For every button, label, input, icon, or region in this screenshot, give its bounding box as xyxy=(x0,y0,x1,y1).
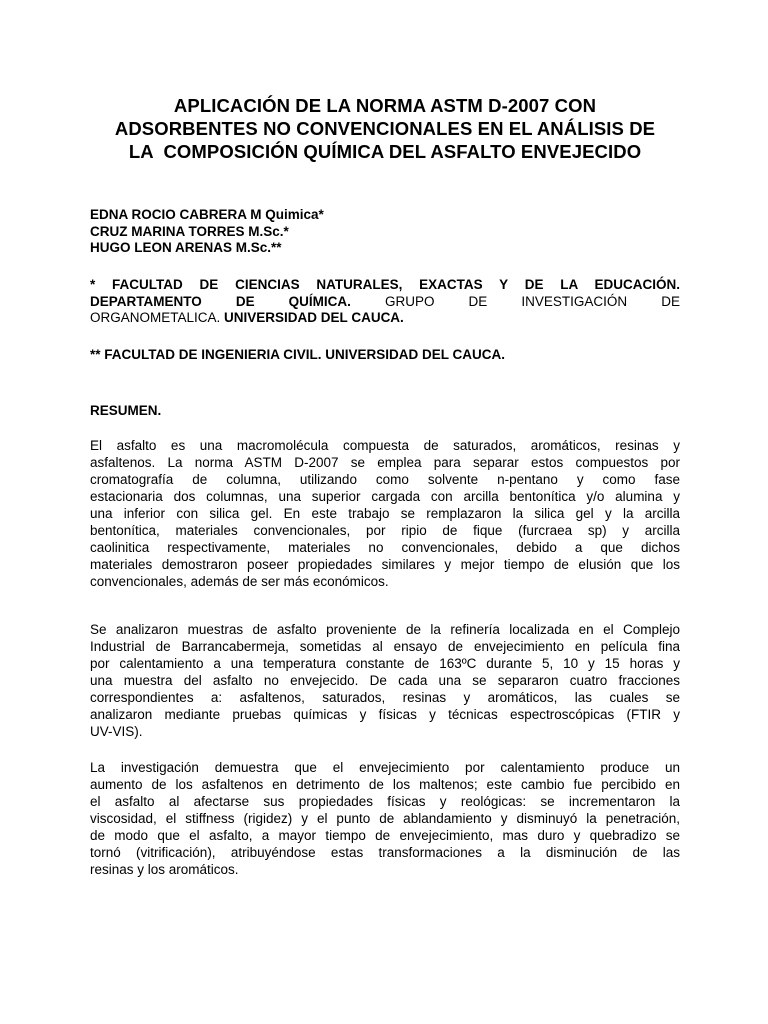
affiliation-2: ** FACULTAD DE INGENIERIA CIVIL. UNIVERSIDAD DEL CAUCA. xyxy=(90,347,506,362)
paragraph-line: Industrial de Barrancabermeja, sometidas al ensayo de envejecimiento en película fina xyxy=(90,639,680,654)
paragraph-line: materiales demostraron poseer propiedades similares y mejor tiempo de elusión que los xyxy=(90,557,680,572)
paragraph-line: caolinitica respectivamente, materiales no convencionales, debido a que dichos xyxy=(90,540,680,555)
paragraph-line: el asfalto al afectarse sus propiedades físicas y reológicas: se incrementaron la xyxy=(90,794,680,809)
abstract-paragraph xyxy=(90,437,680,590)
affiliation-line: * FACULTAD DE CIENCIAS NATURALES, EXACTAS Y DE LA EDUCACIÓN. xyxy=(90,277,680,292)
paragraph-line: resinas y los aromáticos. xyxy=(90,862,239,877)
paragraph-line: convencionales, además de ser más económicos. xyxy=(90,574,389,589)
paragraph-line: de modo que el asfalto, a mayor tiempo de envejecimiento, mas duro y quebradizo se xyxy=(90,828,680,843)
paragraph-line: cromatografía de columna, utilizando como solvente n-pentano y como fase xyxy=(90,472,680,487)
author-name: EDNA ROCIO CABRERA M Quimica* xyxy=(90,207,324,222)
paragraph-line: una muestra del asfalto no envejecido. De cada una se separaron cuatro fracciones xyxy=(90,673,680,688)
section-heading: RESUMEN. xyxy=(90,403,162,418)
author-list xyxy=(90,207,680,257)
affiliation-line xyxy=(90,294,680,311)
paragraph-line: analizaron mediante pruebas químicas y físicas y técnicas espectroscópicas (FTIR y xyxy=(90,707,680,722)
paragraph-line: UV-VIS). xyxy=(90,724,143,739)
university-name: UNIVERSIDAD DEL CAUCA. xyxy=(224,310,404,325)
abstract-paragraph xyxy=(90,621,680,740)
paragraph-line: por calentamiento a una temperatura constante de 163ºC durante 5, 10 y 15 horas y xyxy=(90,656,680,671)
paragraph-line: bentonítica, materiales convencionales, por ripio de fique (furcraea sp) y arcilla xyxy=(90,523,680,538)
paragraph-line: La investigación demuestra que el envejecimiento por calentamiento produce un xyxy=(90,760,680,775)
department-name: DEPARTAMENTO DE QUÍMICA. xyxy=(90,293,351,309)
paragraph-line: Se analizaron muestras de asfalto proveniente de la refinería localizada en el Complejo xyxy=(90,622,680,637)
title-line: LA COMPOSICIÓN QUÍMICA DEL ASFALTO ENVEJECIDO xyxy=(128,141,642,162)
research-group-cont: ORGANOMETALICA. xyxy=(90,310,221,325)
research-group: GRUPO DE INVESTIGACIÓN DE xyxy=(384,293,680,309)
abstract-paragraph xyxy=(90,759,680,878)
affiliation-line xyxy=(90,310,680,327)
paragraph-line: El asfalto es una macromolécula compuesta de saturados, aromáticos, resinas y xyxy=(90,438,680,453)
author-name: HUGO LEON ARENAS M.Sc.** xyxy=(90,240,282,255)
paper-title xyxy=(90,94,680,163)
paragraph-line: estacionaria dos columnas, una superior cargada con arcilla bentonítica y/o alumina y xyxy=(90,489,680,504)
paragraph-line: viscosidad, el stiffness (rigidez) y el punto de ablandamiento y disminuyó la penetración, xyxy=(90,811,680,826)
paragraph-line: tornó (vitrificación), atribuyéndose estas transformaciones a la disminución de las xyxy=(90,845,680,860)
title-line: ADSORBENTES NO CONVENCIONALES EN EL ANÁLISIS DE xyxy=(114,118,656,139)
paragraph-line: una inferior con silica gel. En este trabajo se remplazaron la silica gel y la arcilla xyxy=(90,506,680,521)
paragraph-line: aumento de los asfaltenos en detrimento de los maltenos; este cambio fue percibido en xyxy=(90,777,680,792)
affiliation-1 xyxy=(90,277,680,327)
paragraph-line: correspondientes a: asfaltenos, saturados, resinas y aromáticos, las cuales se xyxy=(90,690,680,705)
author-name: CRUZ MARINA TORRES M.Sc.* xyxy=(90,223,289,239)
paragraph-line: asfaltenos. La norma ASTM D-2007 se emplea para separar estos compuestos por xyxy=(90,455,680,470)
title-line: APLICACIÓN DE LA NORMA ASTM D-2007 CON xyxy=(173,95,597,116)
